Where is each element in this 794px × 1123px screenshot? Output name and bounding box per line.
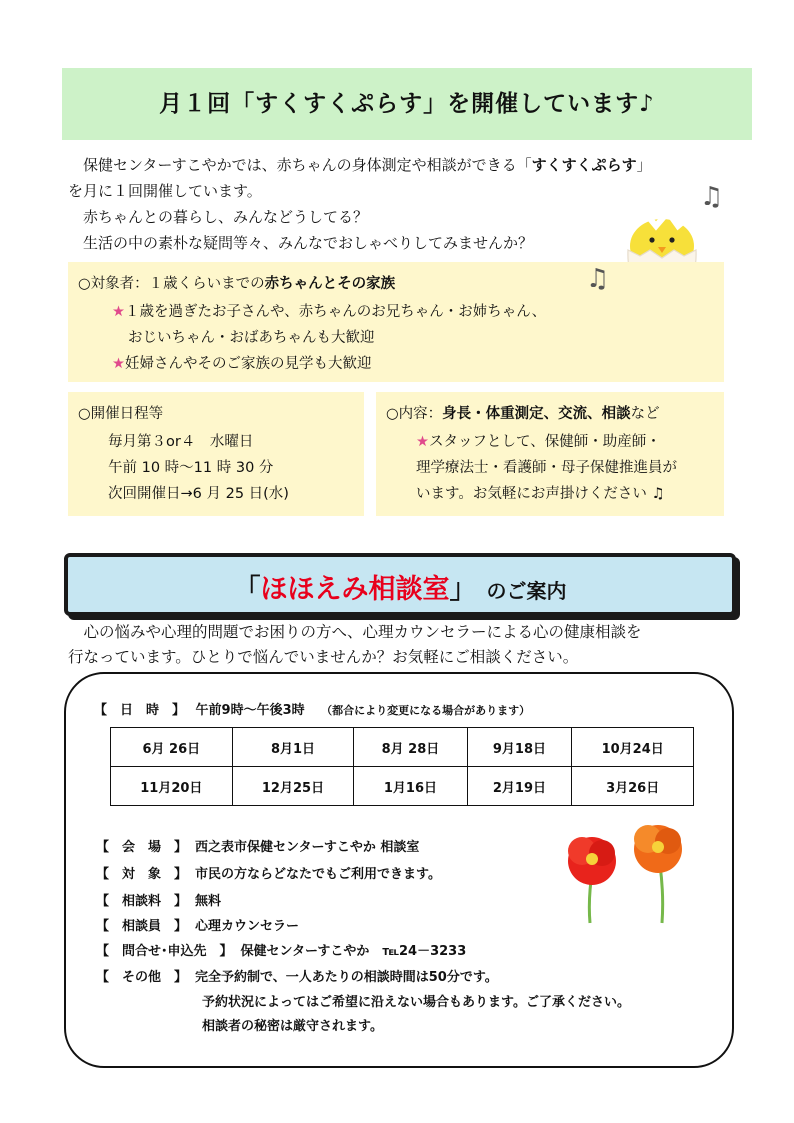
flowers-icon: [560, 815, 690, 927]
schedule-title: ○開催日程等: [78, 406, 164, 422]
venue-value: 西之表市保健センターすこやか 相談室: [195, 840, 420, 855]
content-line-1: [386, 402, 660, 423]
content-text: スタッフとして、保健師・助産師・: [429, 434, 661, 450]
other-label: 【 その他 】: [96, 970, 188, 985]
datetime-label: 【 日 時 】: [94, 703, 186, 718]
star-icon: ★: [112, 304, 125, 320]
counselor-row: [96, 915, 299, 934]
date-cell: 11月20日: [111, 767, 233, 806]
intro-text: 保健センターすこやかでは、赤ちゃんの身体測定や相談ができる「: [83, 156, 532, 174]
date-cell: 9月18日: [467, 728, 572, 767]
contact-label: 【 問合せ･申込先 】: [96, 944, 233, 959]
music-note-icon: ♫: [586, 264, 610, 294]
date-cell: 12月25日: [232, 767, 354, 806]
hohoemi-title-main: ほほえみ相談室: [260, 574, 450, 605]
target-box: [68, 262, 724, 382]
intro-line-4: 生活の中の素朴な疑問等々、みんなでおしゃべりしてみませんか？: [83, 234, 534, 252]
contact-row: [96, 940, 466, 959]
intro-event-name: すくすくぷらす: [531, 156, 637, 174]
target-emphasis: 赤ちゃんとその家族: [264, 276, 396, 292]
target-line: [78, 272, 395, 293]
sukusuku-title-banner: [62, 68, 752, 140]
target-note-1a: [112, 300, 546, 321]
venue-row: [96, 836, 419, 855]
hohoemi-intro: [68, 620, 758, 670]
hohoemi-title: [68, 567, 732, 606]
contact-value: 保健センターすこやか ℡24－3233: [240, 944, 467, 959]
intro-bracket: 」: [636, 156, 652, 174]
target-note-2: [112, 352, 372, 373]
hohoemi-target-label: 【 対 象 】: [96, 867, 188, 882]
schedule-line-2: 午前 10 時～11 時 30 分: [108, 460, 274, 476]
fee-value: 無料: [195, 894, 222, 909]
content-box: [376, 392, 724, 516]
schedule-line-1: 毎月第３or４ 水曜日: [108, 434, 254, 450]
dates-table: [110, 727, 694, 806]
schedule-line-3: 次回開催日→6 月 25 日(水): [108, 486, 289, 502]
date-cell: 2月19日: [467, 767, 572, 806]
hohoemi-intro-line-2: 行なっています。ひとりで悩んでいませんか？お気軽にご相談ください。: [68, 648, 579, 666]
hohoemi-title-banner: [64, 553, 736, 616]
date-cell: 10月24日: [572, 728, 694, 767]
datetime-note: （都合により変更になる場合があります）: [321, 704, 531, 717]
content-label: ○内容：: [386, 406, 443, 422]
content-suffix: など: [630, 406, 660, 422]
datetime-value: 午前9時～午後3時: [195, 703, 305, 718]
intro-line-3: 赤ちゃんとの暮らし、みんなどうしてる？: [83, 208, 369, 226]
hohoemi-intro-line-1: 心の悩みや心理的問題でお困りの方へ、心理カウンセラーによる心の健康相談を: [83, 623, 642, 641]
datetime-row: [94, 699, 530, 718]
date-cell: 8月1日: [232, 728, 354, 767]
star-icon: ★: [112, 356, 125, 372]
table-row: [111, 728, 694, 767]
other-line-2: 予約状況によってはご希望に沿えない場合もあります。ご了承ください。: [202, 995, 630, 1010]
hohoemi-target-value: 市民の方ならどなたでもご利用できます。: [195, 867, 441, 882]
music-note-icon: ♫: [700, 182, 724, 212]
target-row: [96, 863, 441, 882]
sukusuku-title: 月１回「すくすくぷらす」を開催しています♪: [159, 91, 655, 117]
date-cell: 3月26日: [572, 767, 694, 806]
target-note-1b: おじいちゃん・おばあちゃんも大歓迎: [128, 330, 375, 346]
schedule-box: [68, 392, 364, 516]
date-cell: 6月 26日: [111, 728, 233, 767]
date-cell: 1月16日: [354, 767, 467, 806]
target-label: ○対象者：１歳くらいまでの: [78, 276, 265, 292]
table-row: [111, 767, 694, 806]
title-bracket-open: 「: [233, 574, 261, 605]
intro-line-1: [68, 152, 758, 178]
counselor-label: 【 相談員 】: [96, 919, 188, 934]
fee-label: 【 相談料 】: [96, 894, 188, 909]
other-row: [96, 966, 498, 985]
fee-row: [96, 890, 221, 909]
content-emphasis: 身長・体重測定、交流、相談: [442, 406, 631, 422]
content-line-3: 理学療法士・看護師・母子保健推進員が: [416, 460, 677, 476]
target-note-text: 妊婦さんやそのご家族の見学も大歓迎: [125, 356, 372, 372]
target-note-text: １歳を過ぎたお子さんや、赤ちゃんのお兄ちゃん・お姉ちゃん、: [125, 304, 547, 320]
date-cell: 8月 28日: [354, 728, 467, 767]
title-bracket-close: 」: [449, 574, 477, 605]
content-line-2: [416, 430, 661, 451]
venue-label: 【 会 場 】: [96, 840, 188, 855]
other-line-3: 相談者の秘密は厳守されます。: [202, 1019, 383, 1034]
star-icon: ★: [416, 434, 429, 450]
intro-line-2: を月に１回開催しています。: [68, 182, 262, 200]
counselor-value: 心理カウンセラー: [195, 919, 300, 934]
hohoemi-title-suffix: のご案内: [486, 579, 567, 603]
other-line-1: 完全予約制で、一人あたりの相談時間は50分です。: [195, 970, 498, 985]
content-line-4: います。お気軽にお声掛けください ♫: [416, 486, 665, 502]
